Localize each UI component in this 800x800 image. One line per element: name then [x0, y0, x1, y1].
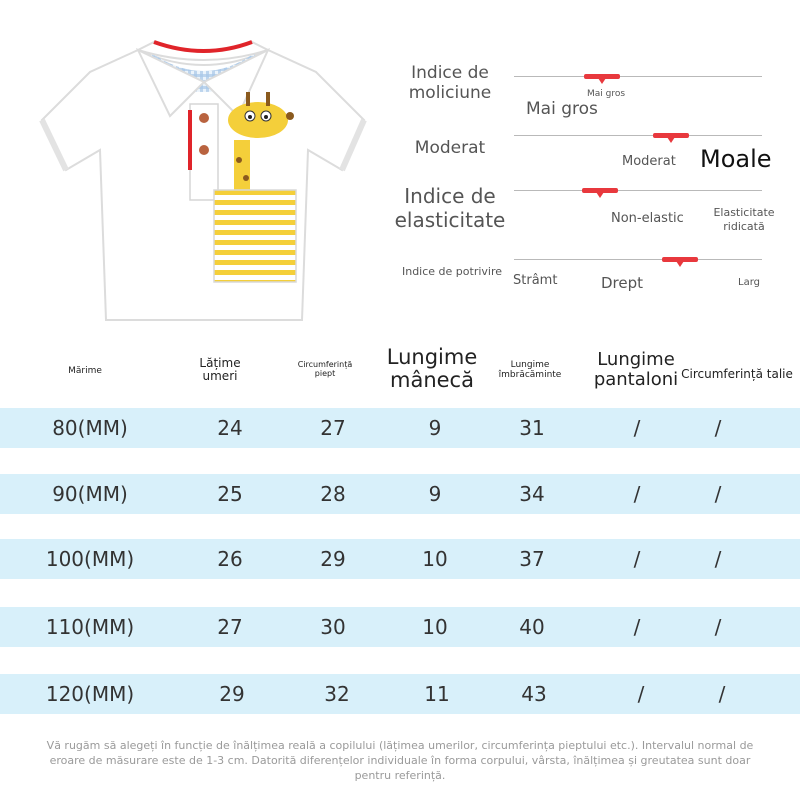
scale-option-non-elastic: Non-elastic: [611, 211, 684, 226]
table-header-waist: Circumferință talie: [681, 367, 793, 381]
cell-waist: /: [714, 547, 722, 571]
cell-waist: /: [714, 416, 722, 440]
scale-marker-softness: [584, 74, 620, 79]
cell-shoulder: 29: [219, 682, 245, 706]
cell-chest: 32: [324, 682, 350, 706]
cell-sleeve: 9: [428, 482, 442, 506]
cell-pants-length: /: [633, 482, 641, 506]
striped-pocket: [214, 190, 296, 282]
cell-shoulder: 25: [217, 482, 243, 506]
scale-marker-fit: [662, 257, 698, 262]
cell-pants-length: /: [633, 416, 641, 440]
cell-chest: 27: [320, 416, 346, 440]
cell-pants-length: /: [637, 682, 645, 706]
scale-option-mai-gros: Mai gros: [526, 99, 598, 119]
scale-option-drept: Drept: [601, 274, 644, 292]
scale-label-elasticity: Indice de elasticitate: [394, 184, 506, 232]
cell-waist: /: [714, 615, 722, 639]
cell-sleeve: 10: [422, 615, 448, 639]
scale-option-elasticitate-ridicata: Elasticitate ridicată: [713, 206, 775, 233]
scale-marker-elasticity: [582, 188, 618, 193]
polo-shirt: [42, 42, 364, 320]
cell-garment-length: 43: [521, 682, 547, 706]
scale-option-stramt: Strâmt: [513, 273, 558, 288]
scale-line-thickness: [514, 135, 762, 136]
scale-option-moale: Moale: [700, 145, 772, 173]
cell-shoulder: 24: [217, 416, 243, 440]
cell-garment-length: 40: [519, 615, 545, 639]
table-header-shoulder: Lățime umeri: [199, 356, 241, 384]
cell-sleeve: 9: [428, 416, 442, 440]
scale-label-fit: Indice de potrivire: [401, 265, 503, 278]
scale-line-elasticity: [514, 190, 762, 191]
cell-waist: /: [718, 682, 726, 706]
scale-label-softness: Indice de moliciune: [408, 63, 492, 104]
scale-line-softness: [514, 76, 762, 77]
cell-chest: 30: [320, 615, 346, 639]
cell-sleeve: 11: [424, 682, 450, 706]
scale-marker-thickness: [653, 133, 689, 138]
cell-garment-length: 37: [519, 547, 545, 571]
cell-size: 100(MM): [45, 547, 135, 571]
table-header-sleeve: Lungime mânecă: [386, 345, 478, 393]
cell-waist: /: [714, 482, 722, 506]
cell-shoulder: 27: [217, 615, 243, 639]
scale-option-larg: Larg: [738, 277, 760, 288]
cell-size: 110(MM): [45, 615, 135, 639]
table-header-garment-length: Lungime îmbrăcăminte: [498, 360, 562, 380]
cell-chest: 28: [320, 482, 346, 506]
product-image: [20, 20, 380, 340]
cell-sleeve: 10: [422, 547, 448, 571]
scale-option-moderat: Moderat: [622, 154, 676, 169]
cell-chest: 29: [320, 547, 346, 571]
cell-pants-length: /: [633, 615, 641, 639]
sizing-disclaimer: Vă rugăm să alegeți în funcție de înălțimea reală a copilului (lățimea umerilor, circumferința pieptului etc.). Intervalul normal de eroare de măsurare este de 1-3 cm. Datorită diferențelor individuale în forma corpului, vârsta, înălțimea și greutatea sunt doar pentru referință.: [46, 739, 754, 782]
cell-pants-length: /: [633, 547, 641, 571]
cell-size: 90(MM): [52, 482, 128, 506]
cell-garment-length: 34: [519, 482, 545, 506]
cell-size: 120(MM): [45, 682, 135, 706]
table-header-chest: Circumferință piept: [297, 360, 353, 378]
table-header-pants-length: Lungime pantaloni: [593, 349, 679, 390]
scale-option-mai-gros-small: Mai gros: [587, 89, 626, 99]
table-header-size: Mărime: [68, 366, 102, 376]
scale-label-thickness: Moderat: [414, 138, 486, 158]
cell-garment-length: 31: [519, 416, 545, 440]
cell-size: 80(MM): [52, 416, 128, 440]
cell-shoulder: 26: [217, 547, 243, 571]
scale-line-fit: [514, 259, 762, 260]
